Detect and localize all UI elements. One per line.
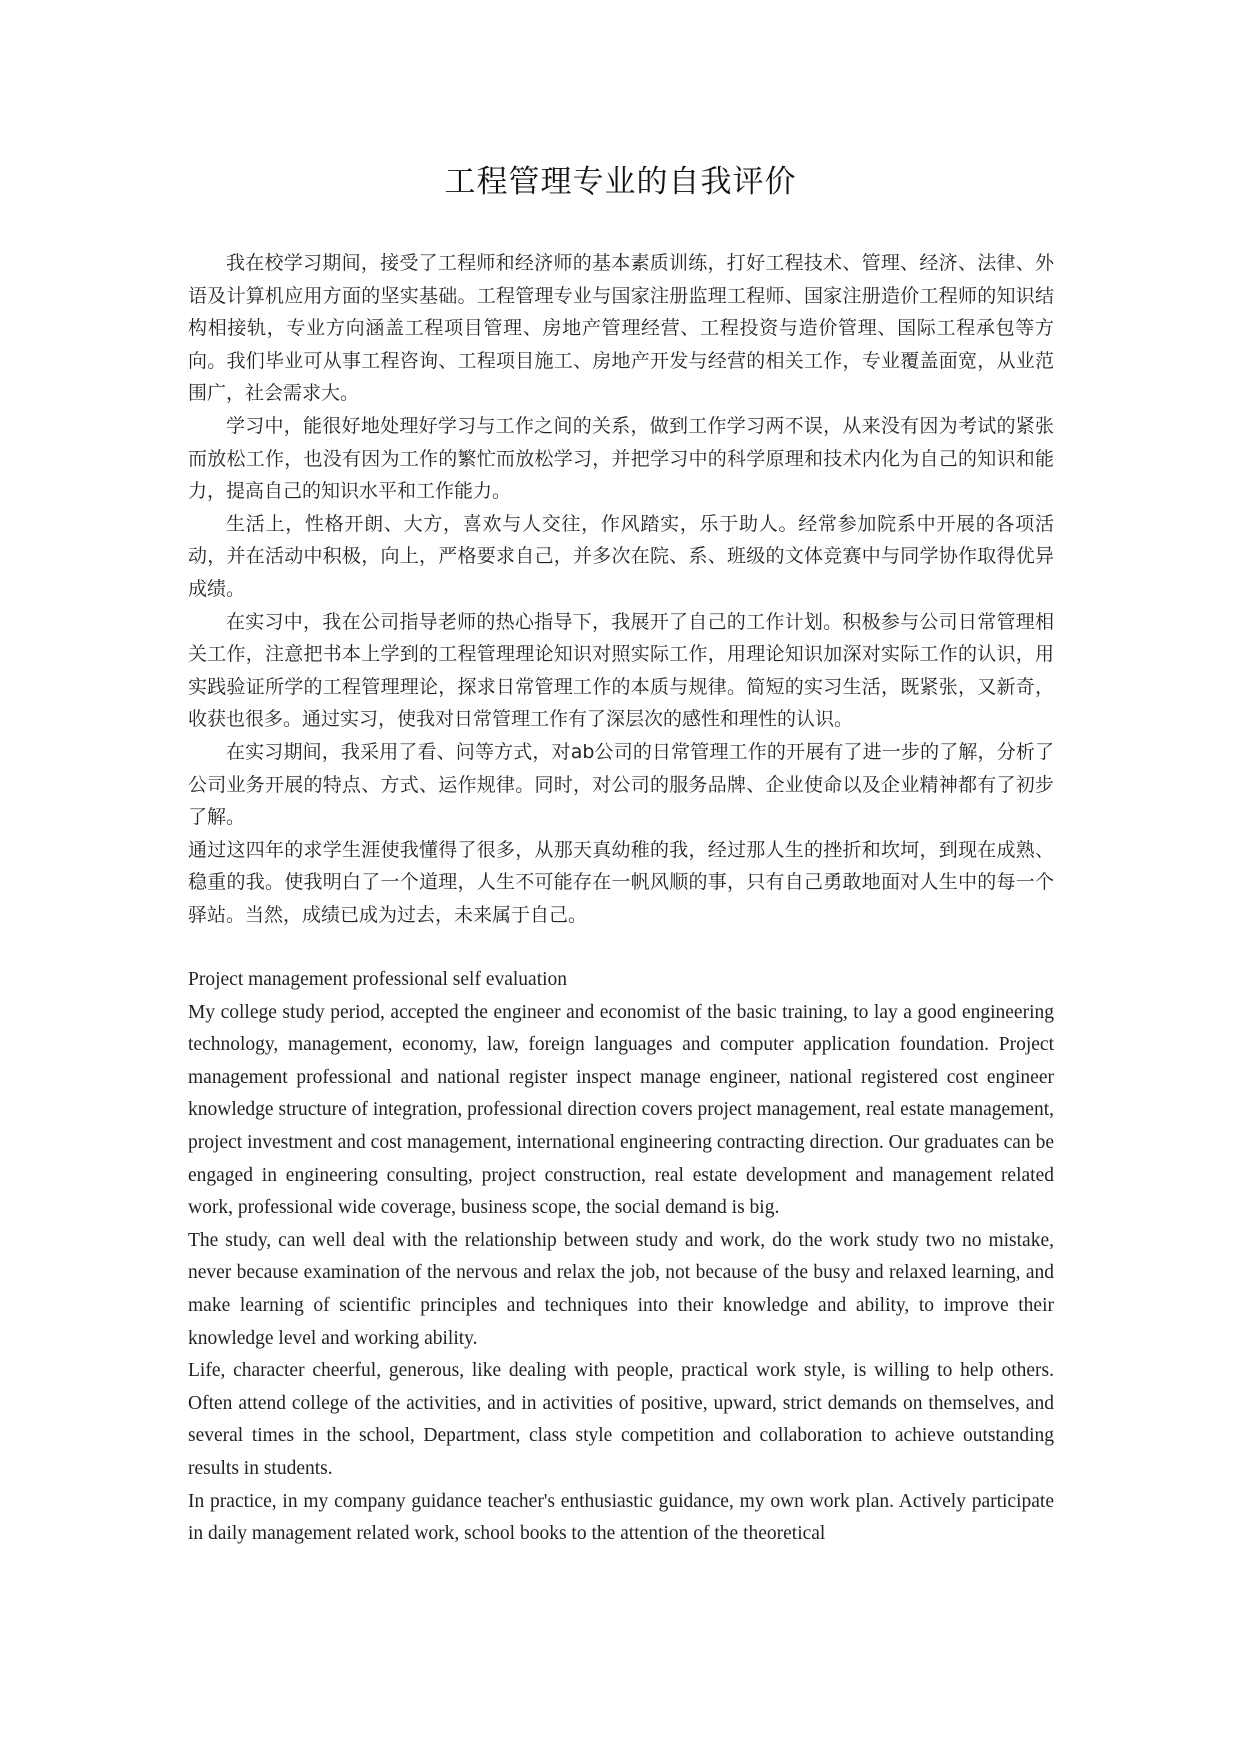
english-heading: Project management professional self evaluation bbox=[188, 969, 568, 990]
chinese-closing-paragraph: 通过这四年的求学生涯使我懂得了很多，从那天真幼稚的我，经过那人生的挫折和坎坷，到现在成熟、稳重的我。使我明白了一个道理，人生不可能存在一帆风顺的事，只有自己勇敢地面对人生中的每一个驿站。当然，成绩已成为过去，未来属于自己。 bbox=[188, 838, 1054, 926]
chinese-paragraph-3: 生活上，性格开朗、大方，喜欢与人交往，作风踏实，乐于助人。经常参加院系中开展的各项活动，并在活动中积极，向上，严格要求自己，并多次在院、系、班级的文体竞赛中与同学协作取得优异成绩。 bbox=[188, 512, 1054, 600]
chinese-paragraph-1: 我在校学习期间，接受了工程师和经济师的基本素质训练，打好工程技术、管理、经济、法律、外语及计算机应用方面的坚实基础。工程管理专业与国家注册监理工程师、国家注册造价工程师的知识结构相接轨，专业方向涵盖工程项目管理、房地产管理经营、工程投资与造价管理、国际工程承包等方向。我们毕业可从事工程咨询、工程项目施工、房地产开发与经营的相关工作，专业覆盖面宽，从业范围广，社会需求大。 bbox=[188, 252, 1054, 405]
english-body bbox=[188, 964, 1054, 1551]
english-paragraph-2: The study, can well deal with the relationship between study and work, do the work study two no mistake, never because examination of the nervous and relax the job, not because of the busy and relaxed learning, and make learning of scientific principles and techniques into their knowledge and ability, to improve their knowledge level and working ability. bbox=[188, 1229, 1054, 1349]
chinese-paragraph-2: 学习中，能很好地处理好学习与工作之间的关系，做到工作学习两不误，从来没有因为考试的紧张而放松工作，也没有因为工作的繁忙而放松学习，并把学习中的科学原理和技术内化为自己的知识和能力，提高自己的知识水平和工作能力。 bbox=[188, 414, 1054, 503]
chinese-body bbox=[188, 247, 1054, 931]
english-paragraph-3: Life, character cheerful, generous, like dealing with people, practical work style, is willing to help others. Often attend college of the activities, and in activities of positive, upward, strict demands on themselves, and several times in the school, Department, class style competition and collaboration to achieve outstanding results in students. bbox=[188, 1360, 1054, 1479]
chinese-paragraph-5: 在实习期间，我采用了看、问等方式，对ab公司的日常管理工作的开展有了进一步的了解，分析了公司业务开展的特点、方式、运作规律。同时，对公司的服务品牌、企业使命以及企业精神都有了初步了解。 bbox=[188, 740, 1054, 829]
page-title: 工程管理专业的自我评价 bbox=[444, 164, 797, 200]
english-paragraph-1: My college study period, accepted the engineer and economist of the basic training, to lay a good engineering technology, management, economy, law, foreign languages and computer application foundation. Project management professional and national register inspect manage engineer, national registered cost engineer knowledge structure of integration, professional direction covers project management, real estate management, project investment and cost management, international engineering contracting direction. Our graduates can be engaged in engineering consulting, project construction, real estate development and management related work, professional wide coverage, business scope, the social demand is big. bbox=[188, 1001, 1054, 1219]
chinese-paragraph-4: 在实习中，我在公司指导老师的热心指导下，我展开了自己的工作计划。积极参与公司日常管理相关工作，注意把书本上学到的工程管理理论知识对照实际工作，用理论知识加深对实际工作的认识，用实践验证所学的工程管理理论，探求日常管理工作的本质与规律。简短的实习生活，既紧张，又新奇，收获也很多。通过实习，使我对日常管理工作有了深层次的感性和理性的认识。 bbox=[188, 610, 1054, 731]
english-paragraph-4: In practice, in my company guidance teacher's enthusiastic guidance, my own work plan. Actively participate in daily management related work, school books to the attention of the theoretical bbox=[188, 1490, 1054, 1545]
